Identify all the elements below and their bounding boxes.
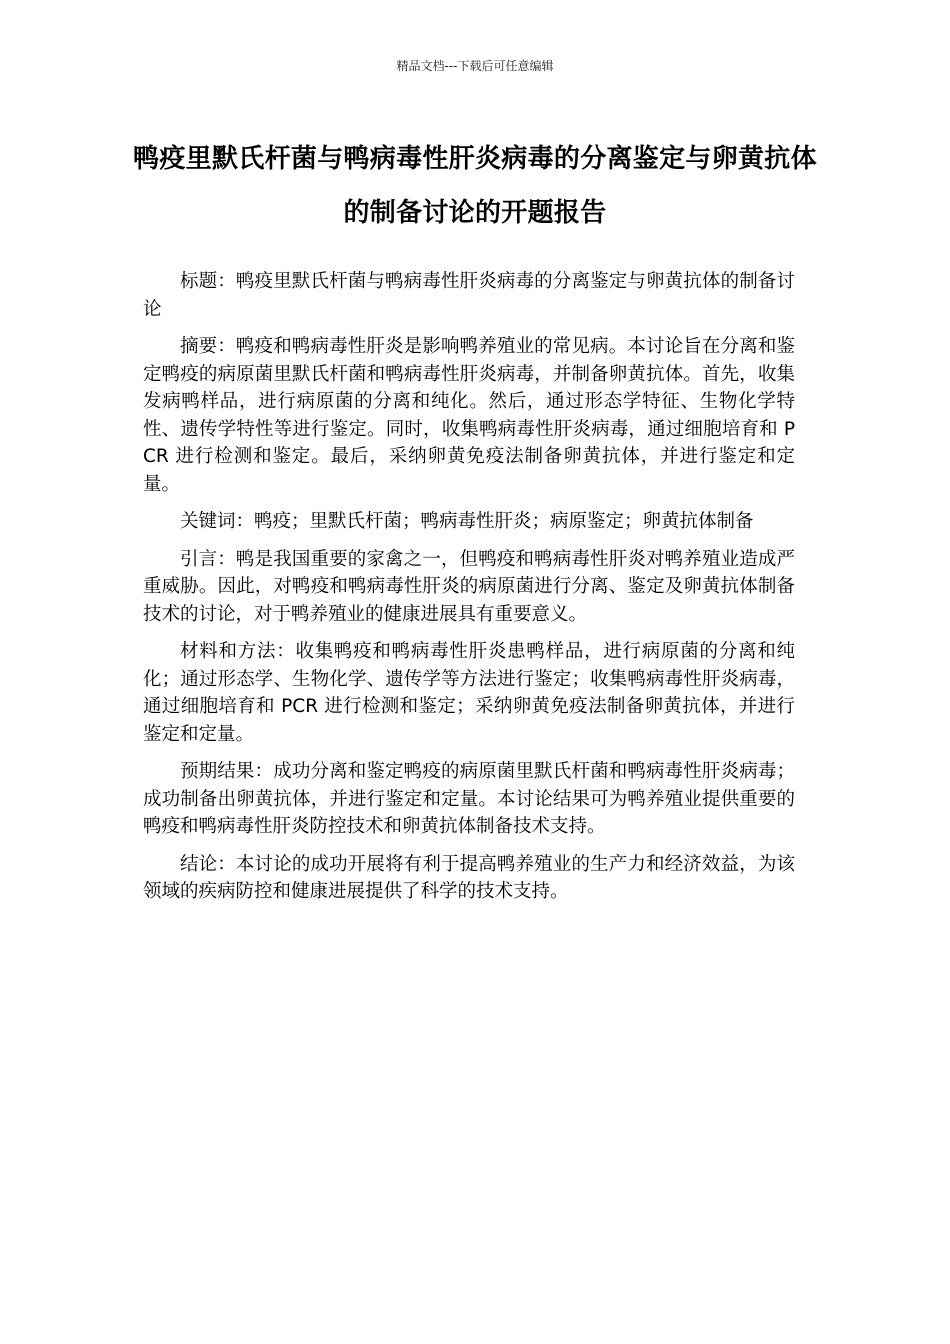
- paragraph-abstract: 摘要：鸭疫和鸭病毒性肝炎是影响鸭养殖业的常见病。本讨论旨在分离和鉴定鸭疫的病原菌里默氏杆菌和鸭病毒性肝炎病毒，并制备卵黄抗体。首先，收集发病鸭样品，进行病原菌的分离和纯化。然后，通过形态学特征、生物化学特性、遗传学特性等进行鉴定。同时，收集鸭病毒性肝炎病毒，通过细胞培育和 PCR 进行检测和鉴定。最后，采纳卵黄免疫法制备卵黄抗体，并进行鉴定和定量。: [143, 336, 795, 495]
- paragraph-keywords: 关键词：鸭疫；里默氏杆菌；鸭病毒性肝炎；病原鉴定；卵黄抗体制备: [180, 511, 754, 532]
- document-title: 鸭疫里默氏杆菌与鸭病毒性肝炎病毒的分离鉴定与卵黄抗体的制备讨论的开题报告: [133, 144, 817, 228]
- paragraph-conclusion: 结论：本讨论的成功开展将有利于提高鸭养殖业的生产力和经济效益，为该领域的疾病防控和健康进展提供了科学的技术支持。: [143, 853, 795, 902]
- paragraph-expected-results: 预期结果：成功分离和鉴定鸭疫的病原菌里默氏杆菌和鸭病毒性肝炎病毒；成功制备出卵黄抗体，并进行鉴定和定量。本讨论结果可为鸭养殖业提供重要的鸭疫和鸭病毒性肝炎防控技术和卵黄抗体制备技术支持。: [143, 761, 795, 837]
- paragraph-introduction: 引言：鸭是我国重要的家禽之一，但鸭疫和鸭病毒性肝炎对鸭养殖业造成严重威胁。因此，对鸭疫和鸭病毒性肝炎的病原菌进行分离、鉴定及卵黄抗体制备技术的讨论，对于鸭养殖业的健康进展具有重要意义。: [143, 548, 795, 625]
- header-note: 精品文档---下载后可任意编辑: [396, 59, 554, 73]
- document-body: [143, 268, 795, 916]
- paragraph-methods: 材料和方法：收集鸭疫和鸭病毒性肝炎患鸭样品，进行病原菌的分离和纯化；通过形态学、生物化学、遗传学等方法进行鉴定；收集鸭病毒性肝炎病毒，通过细胞培育和 PCR 进行检测和鉴定；采纳卵黄免疫法制备卵黄抗体，并进行鉴定和定量。: [143, 641, 795, 745]
- paragraph-title: 标题：鸭疫里默氏杆菌与鸭病毒性肝炎病毒的分离鉴定与卵黄抗体的制备讨论: [143, 271, 795, 320]
